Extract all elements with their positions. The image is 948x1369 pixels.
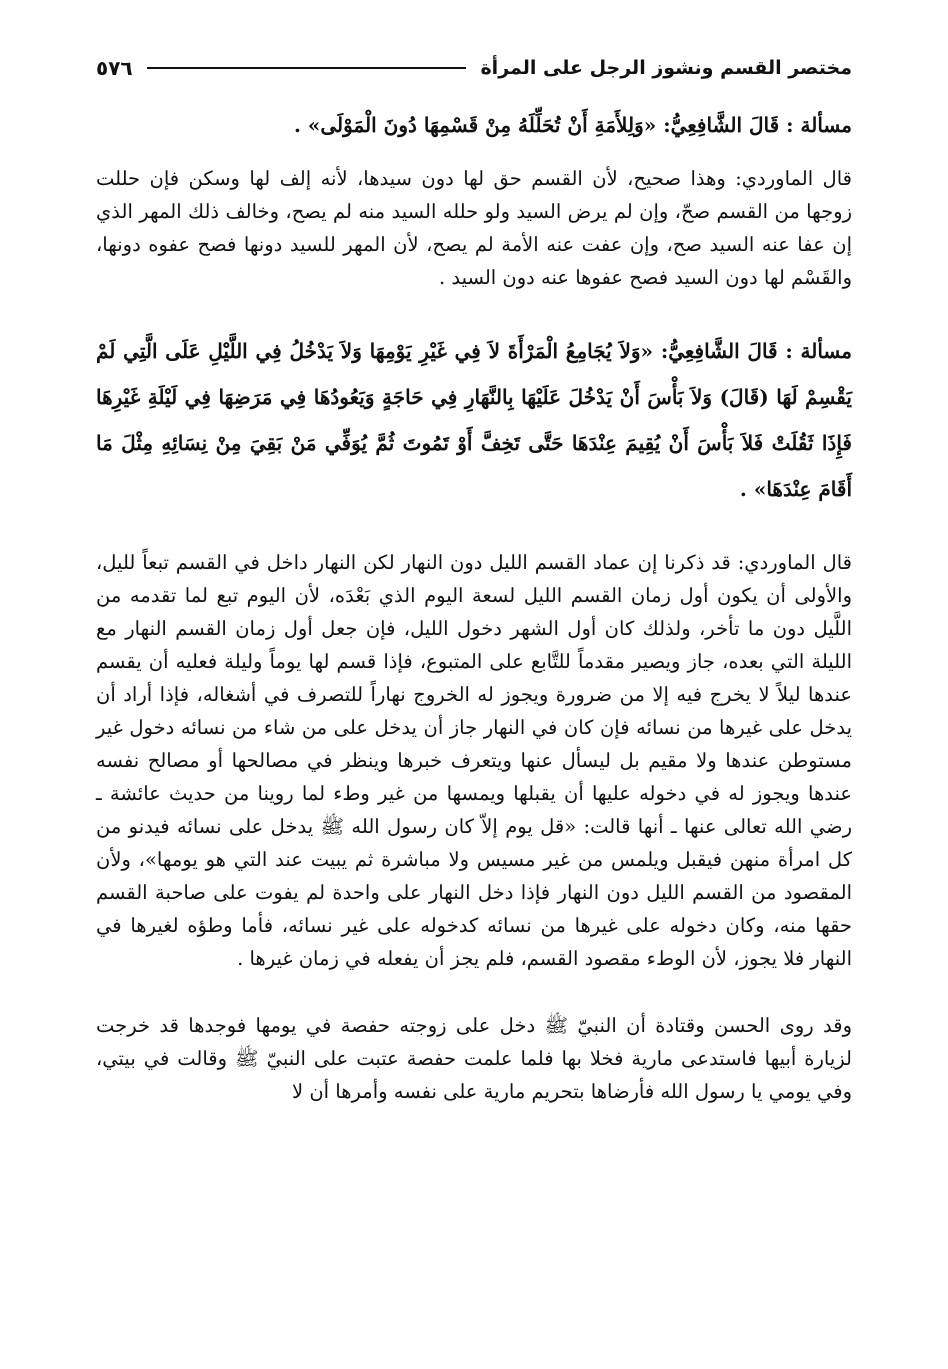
- paragraph-1: قال الماوردي: وهذا صحيح، لأن القسم حق لها دون سيدها، لأنه إلف لها وسكن فإن حللت زوجها من القسم صحّ، وإن لم يرض السيد ولو حلله السيد منه لم يصح، وخالف ذلك المهر الذي إن عفا عنه السيد صح، وإن عفت عنه الأمة لم يصح، لأن المهر للسيد دونها فصح عفوه دونها، والقَسْم لها دون السيد فصح عفوها عنه دون السيد .: [96, 167, 852, 289]
- spacer: [96, 512, 852, 546]
- page-header: [96, 48, 852, 88]
- spacer: [96, 975, 852, 1009]
- paragraph-3: وقد روى الحسن وقتادة أن النبيّ ﷺ دخل على زوجته حفصة في يومها فوجدها قد خرجت لزيارة أبيها فاستدعى مارية فخلا بها فلما علمت حفصة عتبت على النبيّ ﷺ وقالت في بيتي، وفي يومي يا رسول الله فأرضاها بتحريم مارية على نفسه وأمرها أن لا: [96, 1014, 852, 1103]
- masala-1: [96, 102, 852, 148]
- masala-1-label: مسألة : قَالَ الشَّافِعِيُّ:: [663, 113, 852, 137]
- paragraph-2: قال الماوردي: قد ذكرنا إن عماد القسم الليل دون النهار لكن النهار داخل في القسم تبعاً لليل، والأولى أن يكون أول زمان القسم الليل لسعة اليوم الذي بَعْدَه، لأن اليوم تبع لما تقدمه من اللَّيل دون ما تأخر، ولذلك كان أول الشهر دخول الليل، فإن جعل أول زمان القسم النهار مع الليلة التي بعده، جاز ويصير مقدماً للتَّابع على المتبوع، فإذا قسم لها يوماً وليلة فعليه أن يقسم عندها ليلاً لا يخرج فيه إلا من ضرورة ويجوز له الخروج نهاراً للتصرف في أشغاله، فإذا أراد أن يدخل على غيرها من نسائه فإن كان في النهار جاز أن يدخل على من شاء من نسائه دخول غير مستوطن عندها ولا مقيم بل ليسأل عنها ويتعرف خبرها وينظر في مصالحها أو مصالح نفسه عندها ويجوز له في دخوله عليها أن يقبلها ويمسها من غير وطء لما روينا من حديث عائشة ـ رضي الله تعالى عنها ـ أنها قالت: «قل يوم إلاّ كان رسول الله ﷺ يدخل على نسائه فيدنو من كل امرأة منهن فيقبل ويلمس من غير مسيس ولا مباشرة ثم يبيت عند التي هو يومها»، ولأن المقصود من القسم الليل دون النهار فإذا دخل النهار على واحدة لم يفوت على صاحبة القسم حقها منه، وكان دخوله على غيرها من نسائه كدخوله على غير نسائه، فأما وطؤه لغيرها في النهار فلا يجوز، لأن الوطء مقصود القسم، فلم يجز أن يفعله في زمان غيرها .: [96, 551, 852, 970]
- book-page: [96, 48, 852, 1348]
- spacer: [96, 148, 852, 162]
- header-rule: [147, 67, 467, 69]
- masala-2: [96, 328, 852, 512]
- running-title: مختصر القسم ونشوز الرجل على المرأة: [480, 57, 852, 79]
- spacer: [96, 88, 852, 102]
- page-number: ٥٧٦: [96, 56, 133, 80]
- masala-1-text: «وَلِلأَمَةِ أَنْ تُحَلِّلَهُ مِنْ قَسْمِهَا دُونَ الْمَوْلَى» .: [293, 113, 657, 137]
- masala-2-text: «وَلاَ يُجَامِعُ الْمَرْأَةَ لاَ فِي غَيْرِ يَوْمِهَا وَلاَ يَدْخُلُ فِي اللَّيْلِ عَلَى الَّتِي لَمْ يَقْسِمْ لَهَا (قَالَ) وَلاَ بَأْسَ أَنْ يَدْخُلَ عَلَيْهَا بِالنَّهَارِ فِي حَاجَةٍ وَيَعُودُهَا فِي مَرَضِهَا فِي لَيْلَةِ غَيْرِهَا فَإِذَا ثَقُلَتْ فَلاَ بَأْسَ أَنْ يُقِيمَ عِنْدَهَا حَتَّى تَخِفَّ أَوْ تَمُوتَ ثُمَّ يُوَفِّي مَنْ بَقِيَ مِنْ نِسَائِهِ مِثْلَ مَا أَقَامَ عِنْدَهَا» .: [96, 339, 852, 501]
- spacer: [96, 294, 852, 328]
- masala-2-label: مسألة : قَالَ الشَّافِعِيُّ:: [660, 339, 852, 363]
